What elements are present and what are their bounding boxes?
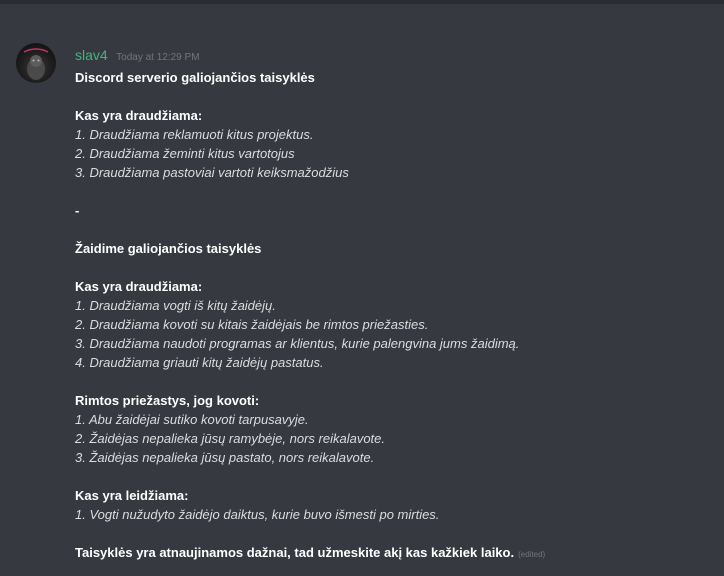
message-header xyxy=(75,46,715,64)
message-title: Discord serverio galiojančios taisyklės xyxy=(75,70,315,85)
avatar[interactable] xyxy=(16,43,56,83)
blank-line xyxy=(75,372,715,391)
blank-line xyxy=(75,220,715,239)
section-title: Žaidime galiojančios taisyklės xyxy=(75,241,262,256)
rule-item: 3. Draudžiama pastoviai vartoti keiksmažodžius xyxy=(75,165,349,180)
section-heading: Kas yra draudžiama: xyxy=(75,108,203,123)
rule-item: 1. Vogti nužudyto žaidėjo daiktus, kurie buvo išmesti po mirties. xyxy=(75,507,440,522)
section-heading: Rimtos priežastys, jog kovoti: xyxy=(75,393,260,408)
section-heading: Kas yra leidžiama: xyxy=(75,488,189,503)
avatar-image-icon xyxy=(16,43,56,83)
blank-line xyxy=(75,467,715,486)
timestamp[interactable]: Today at 12:29 PM xyxy=(116,52,200,63)
closing-note: Taisyklės yra atnaujinamos dažnai, tad užmeskite akį kas kažkiek laiko. xyxy=(75,545,515,560)
rule-item: 2. Draudžiama žeminti kitus vartotojus xyxy=(75,146,295,161)
rule-item: 4. Draudžiama griauti kitų žaidėjų pastatus. xyxy=(75,355,324,370)
rule-item: 3. Žaidėjas nepalieka jūsų pastato, nors reikalavote. xyxy=(75,450,375,465)
blank-line xyxy=(75,524,715,543)
closing-note-line xyxy=(75,543,715,562)
edited-label: (edited) xyxy=(518,550,546,559)
username[interactable]: slav4 xyxy=(75,47,108,63)
blank-line xyxy=(75,87,715,106)
rule-item: 2. Žaidėjas nepalieka jūsų ramybėje, nors reikalavote. xyxy=(75,431,386,446)
blank-line xyxy=(75,182,715,201)
rule-item: 2. Draudžiama kovoti su kitais žaidėjais be rimtos priežasties. xyxy=(75,317,429,332)
separator-dash: - xyxy=(75,203,80,218)
rule-item: 1. Draudžiama vogti iš kitų žaidėjų. xyxy=(75,298,276,313)
rule-item: 1. Abu žaidėjai sutiko kovoti tarpusavyje. xyxy=(75,412,309,427)
rule-item: 1. Draudžiama reklamuoti kitus projektus. xyxy=(75,127,314,142)
section-heading: Kas yra draudžiama: xyxy=(75,279,203,294)
message-content xyxy=(75,46,715,562)
blank-line xyxy=(75,258,715,277)
rule-item: 3. Draudžiama naudoti programas ar klientus, kurie palengvina jums žaidimą. xyxy=(75,336,520,351)
